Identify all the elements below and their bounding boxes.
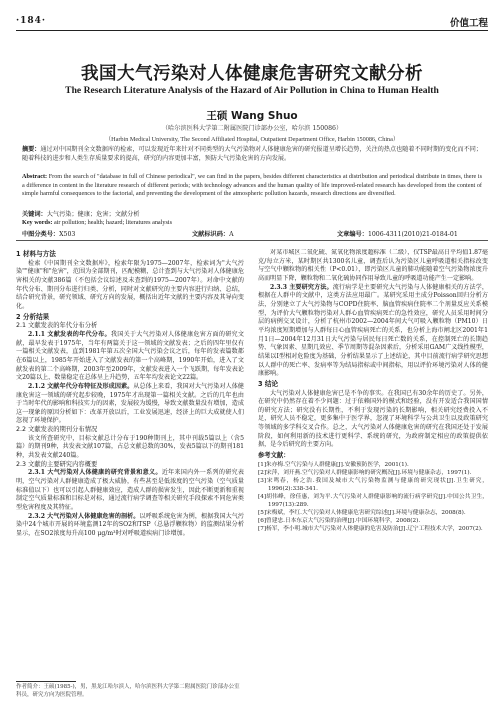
journal-name: 价值工程 bbox=[449, 18, 488, 29]
keywords-zh-text: 大气污染；健康；危害；文献分析 bbox=[46, 211, 140, 218]
reference-item: [2]宋萍，刘开燕.空气污染对人群健康影响的研究概况[J].环境与健康杂志，1997(1). bbox=[258, 469, 472, 476]
footnote-rule bbox=[16, 681, 76, 682]
classification-codes bbox=[22, 229, 482, 238]
abstract-en-text: From the search of "database in full of Chinese periodical", we can find in the papers, besides different characteristics at distribution and periodical distribute in times, there is a difference in content in the literature research of different periods; with technology advances and the human quality of life improved-related research has developed from the content of simple harmful consequences to the factorial, and preventing the development of the atmospheric pollution hazards, research directions are diversified. bbox=[22, 173, 482, 198]
abstract-zh-text: 通过对中国期刊全文数据库的检索，可以发现近年来针对不同类型的大气污染物对人体健康危害的研究报道呈增长趋势，关注的热点也随着不同时期的变化而不同；随着科技的进步和人类生存质量要求的提高，研究的内容更加丰富，预防大气污染危害的方向发展。 bbox=[22, 146, 483, 162]
section-heading: 2 分析结果 bbox=[16, 312, 50, 321]
paragraph: 2.3.1 大气污染对人体健康的研究背景和意义。近年来国内外一系列的研究表明，空气污染对人群健康造成了极大威胁，有些甚至是低浓度的空气污染（空气质量标准值以下）也可以引起人群健康效应，造成人群的损害发生，因此不断更新和重视制定空气质量标准和目标是对标，通过流行病学调查等相关研究手段探索不同危害类型危害程度及其特征。 bbox=[16, 469, 244, 512]
paragraph: 检索《中国期刊全文数据库》，检索年限为1975—2007年，检索词为"大气污染""健康"和"危害"，范围为全部期刊，匹配模糊，总计查到与大气污染对人体健康危害相关的文献386篇（不包括会议综述及未查到的1975—2007年）。对命中文献的年代分布、期刊分布进行归类、分析，同时对文献研究的主要内容进行归纳、总结，结合研究背景，研究领域、研究方向的发展，概括出近年文献的主要内容及其导向变化。 bbox=[16, 259, 244, 310]
paragraph: 该文所查研究中，目标文献总计分布于190种期刊上，其中刊载5篇以上（含5篇）的期刊9种，共发表文献107篇，占总文献总数的30%，发表5篇以下的期刊181种，共发表文献240篇。 bbox=[16, 434, 244, 460]
subsection-heading: 2.1 文献发表的年代分布分析 bbox=[16, 322, 98, 330]
paragraph: 2.3.2 大气污染对人体健康危害的剖析。以呼吸系统危害为例，根据我国大气污染中24个城市开展的环境监测12年的SO2和TSP（总悬浮颗粒物）的监测结果分析显示，在SO2浓度每升高100 μg/m³时对呼吸道疾病门诊增加。 bbox=[16, 512, 244, 537]
paper-title-en: The Research Literature Analysis of the Hazard of Air Pollution in China to Human Health bbox=[65, 85, 439, 96]
left-column bbox=[16, 249, 244, 679]
paper-title-zh: 我国大气污染对人体健康危害研究文献分析 bbox=[81, 64, 423, 84]
subsection-heading: 2.3 文献的主要研究内容概要 bbox=[16, 460, 98, 468]
section-heading: 1 材料与方法 bbox=[16, 250, 56, 258]
reference-item: [6]曾建忠.日本东京大气污染的治理[J].中国环境科学，2008(2). bbox=[258, 517, 421, 524]
paragraph: 2.3.3 主要研究方法。流行病学是主要研究大气污染与人体健康相关的方法学，根据在人群中的文献中，这类方法应用最广。某研究采用主成分Poisson回归分析方法，分别建立了大气污染物与COPD住院率、脑血管疾病住院率二个剂量反应关系模型，为评价大气颗粒物污染对人群心血管疾病死亡的急性效应，研究人员采用时间分层的病例交叉设计，分析了杭州市2002—2004年间大气可吸入颗粒物（PM10）日平均浓度短期增加与人群每日心血管疾病死亡的关系，也分析上海市闸北区2001年1月1日—2004年12月31日大气污染与居民每日死亡数的关系，在控制死亡的长期趋势、气象因素、星期几效应、季节周期等混杂因素后，分析采用GAM广义线性模型，结果以Ⅰ型相对危险度为基础，分析结果显示了上述结论，其中目前流行病学研究思想以人群中的死亡率、发病率等为结局指标或中间指标，用以评价环境污染对人体的健康影响。 bbox=[258, 283, 488, 378]
page-number: ·184· bbox=[16, 16, 47, 26]
clc-code: 中图分类号：X503 bbox=[22, 231, 76, 238]
keywords-en-text: air pollution; health; hazard; literatures analysis bbox=[53, 219, 173, 226]
reference-item: [5]宋梅斌，李红.大气污染对人体健康危害研究综述[J].环境与健康杂志，2008(8). bbox=[258, 509, 466, 516]
affiliation-zh: （哈尔滨医科大学第二附属医院门诊部办公室，哈尔滨 150086） bbox=[161, 125, 343, 132]
reference-item: [3]宋鸣春，杨之浩.我国及城市大气污染物监测与健康的研究现状[J].卫生研究，1996(2):338-341. bbox=[258, 477, 488, 492]
article-id: 文章编号：1006-4311(2010)21-0184-01 bbox=[337, 231, 458, 238]
abstract-zh-label: 摘要： bbox=[22, 146, 41, 153]
abstract-zh bbox=[22, 146, 482, 163]
running-header bbox=[16, 14, 488, 30]
keywords-zh bbox=[22, 209, 482, 218]
paragraph: 2.1.2 文献年代分布特征及形成因素。从总体上来看，我国对大气污染对人体健康危害这一领域的研究起步较晚，1975年才出现第一篇相关文献。之后的几年也由于当时年代的影响和科技实力的因素，发展较为缓慢，导致文献数量没有增加，造成这一现象的原因分析如下：改革开放以后，工业发展迅速，经济上的巨大成就使人们忽视了环境保护。 bbox=[16, 382, 244, 425]
keywords-en bbox=[22, 219, 482, 226]
reference-item: [1]朱亦梅.空气污染与人群健康[J].安徽预防医学，2001(1). bbox=[258, 461, 409, 468]
subsection-heading: 2.2 文献发表的期刊分布情况 bbox=[16, 426, 98, 434]
section-heading: 3 结论 bbox=[258, 379, 279, 388]
doc-code: 文献标识码：A bbox=[192, 231, 234, 238]
abstract-en-label: Abstract: bbox=[22, 173, 48, 180]
paragraph: 2.1.1 文献发表的年代分布。我国关于大气污染对人体健康危害方面的研究文献，最早发表于1975年，当年有两篇关于这一领域的文献发表；之后的四年里仅有一篇相关文献发表，直到1981年第五次全国大气污染会议之后，每年的发表篇数都在6篇以上，1985年开始进入了文献发表的第一个高峰期，1990年开始，进入了文献发表的第二个高峰期，2003年至2009年，文献发表进入一个飞跃期，每年发表论文20篇以上，数量稳定在总体呈上升趋势，五年年均发表论文22篇。 bbox=[16, 330, 244, 382]
abstract-en bbox=[22, 173, 482, 199]
section-rule bbox=[16, 240, 488, 241]
author: 王硕 Wang Shuo bbox=[206, 110, 298, 122]
affiliation-en: （Harbin Medical University, The Second Affiliated Hospital, Outpatient Department Office, Harbin 150086, China） bbox=[104, 136, 400, 143]
reference-item: [4]胡伟峰，徐佳惠，刘为平.大气污染对人群健康影响的流行病学研究[J].中国公共卫生，1997(13):289. bbox=[258, 493, 488, 508]
keywords-en-label: Key words: bbox=[22, 219, 53, 226]
right-column bbox=[258, 249, 488, 699]
paragraph: 大气污染对人体健康危害已是不争的事实。在我国已有30余年的历史了。另外，在研究中仍然存在着不少问题：过于依赖国外的模式和经验，没有开发适合我国国情的研究方法；研究没有长期性，不利于发现污染的长期影响，相关研究经费投入不足，研究人员不稳定，更多集中于医学界，忽视了环境科学与公共卫生以及政策研究等领域的多学科交叉合作。总之，大气污染对人体健康危害的研究在我国还处于发展阶段，如何利用新的技术进行更科学、系统的研究，为政府制定相应的政策提供依据，是今后研究的主要方向。 bbox=[258, 389, 488, 449]
reference-item: [7]杨军，李小明.城市大气污染对人体健康的危害及防治[J].辽宁工程技术大学，2007(2). bbox=[258, 525, 483, 532]
references-heading: 参考文献： bbox=[258, 452, 290, 460]
keywords-zh-label: 关键词： bbox=[22, 211, 47, 218]
author-footnote: 作者简介：王硕(1985-)，男，黑龙江哈尔滨人，哈尔滨医科大学第二附属医院门诊部办公室科员，研究方向为医院管理。 bbox=[16, 684, 240, 698]
reference-list bbox=[258, 461, 488, 533]
header-rule bbox=[16, 30, 488, 31]
paragraph: 对某市城区二氧化硫、氮氧化物浓度超标准（二级），仅TSP最高日平均值1.87毫克/每立方米，某时期区共1300名儿童，调查后认为污染区儿童呼吸道相关指标改变与空气中颗粒物的相关性（P<0.01），即污染区儿童的肺功能随着空气污染物浓度升高而明显下降，颗粒物和二氧化硫协同作用导致儿童的呼吸道功能产生一定影响。 bbox=[258, 249, 488, 282]
